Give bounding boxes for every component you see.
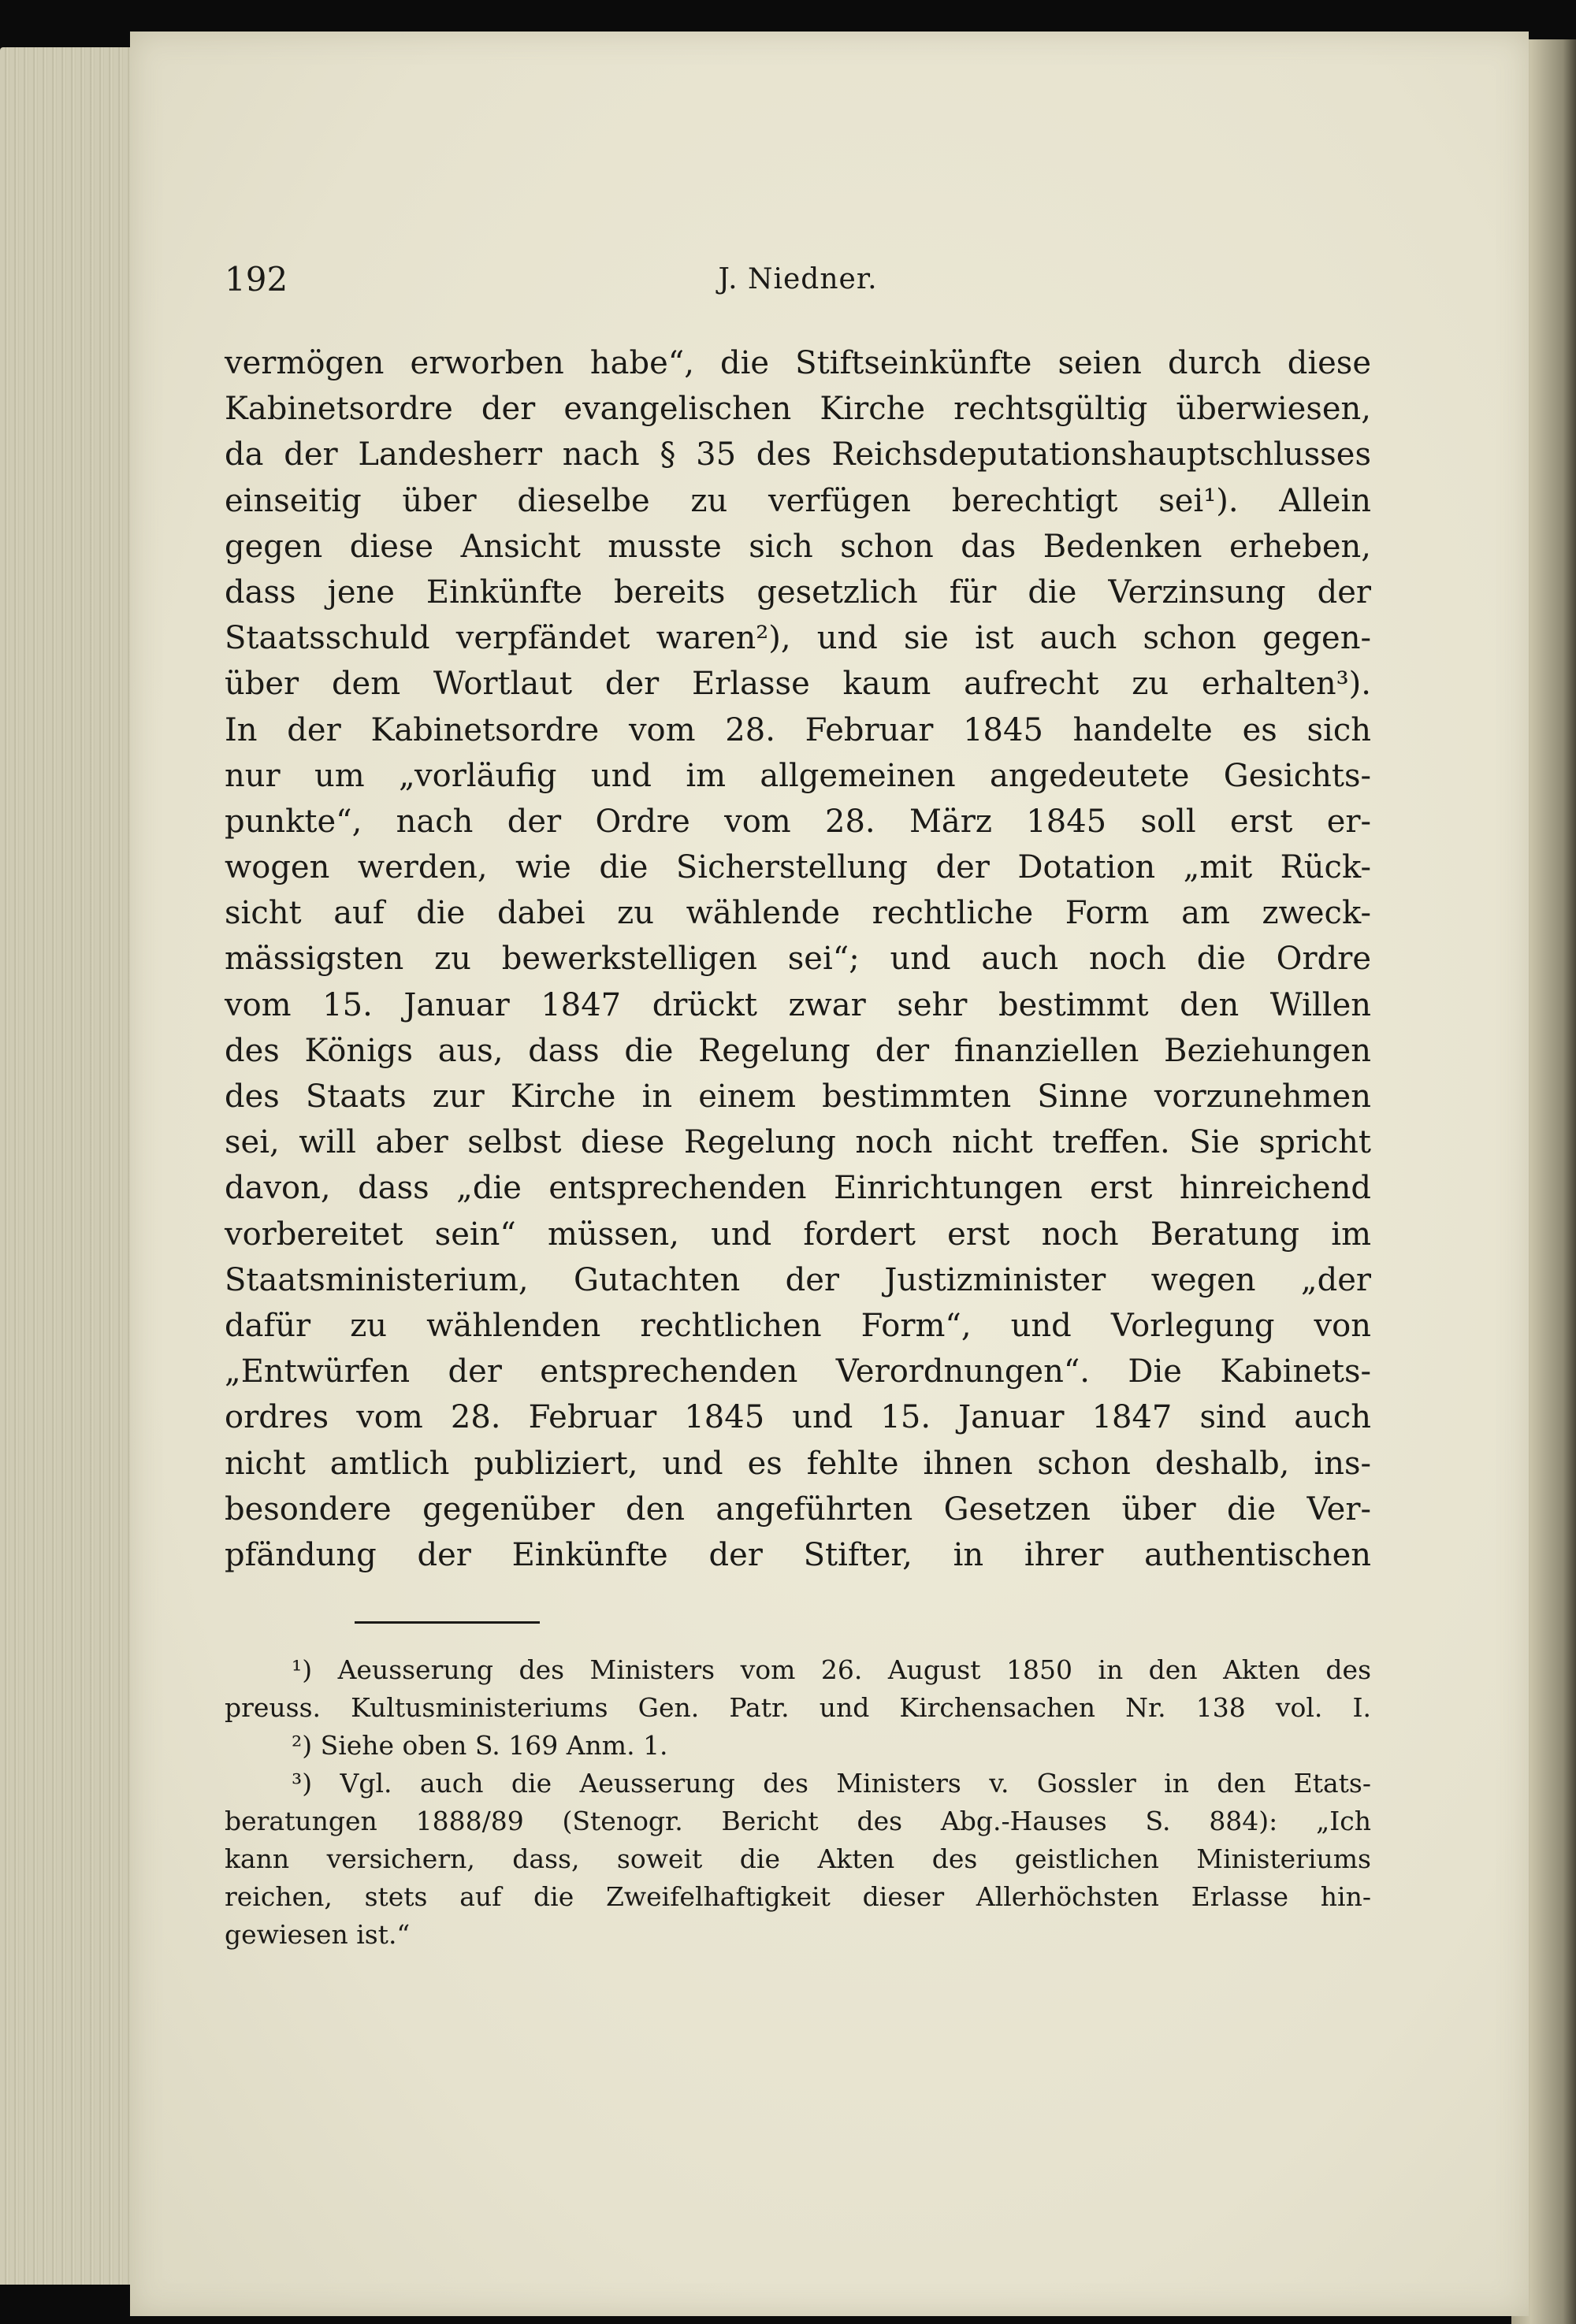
text-line: „Entwürfen der entsprechenden Verordnungen“. Die Kabinets- (225, 1353, 1371, 1390)
text-line: ordres vom 28. Februar 1845 und 15. Januar 1847 sind auch (225, 1399, 1371, 1436)
running-head: J. Niedner. (718, 263, 878, 295)
footnote-line: ¹) Aeusserung des Ministers vom 26. August 1850 in den Akten des (292, 1654, 1371, 1685)
text-line: nur um „vorläufig und im allgemeinen angedeutete Gesichts- (225, 757, 1371, 794)
text-line: davon, dass „die entsprechenden Einrichtungen erst hinreichend (225, 1170, 1371, 1207)
footnotes (225, 1651, 1371, 1954)
text-line: pfändung der Einkünfte der Stifter, in ihrer authentischen (225, 1536, 1371, 1573)
text-line: da der Landesherr nach § 35 des Reichsdeputationshauptschlusses (225, 436, 1371, 473)
footnote-line: gewiesen ist.“ (225, 1919, 411, 1950)
text-line: über dem Wortlaut der Erlasse kaum aufrecht zu erhalten³). (225, 666, 1371, 703)
text-line: wogen werden, wie die Sicherstellung der Dotation „mit Rück- (225, 849, 1371, 886)
text-line: sicht auf die dabei zu wählende rechtliche Form am zweck- (225, 895, 1371, 932)
text-line: dass jene Einkünfte bereits gesetzlich für die Verzinsung der (225, 574, 1371, 611)
text-line: vorbereitet sein“ müssen, und fordert erst noch Beratung im (225, 1216, 1371, 1253)
text-line: vom 15. Januar 1847 drückt zwar sehr bestimmt den Willen (225, 986, 1371, 1023)
stacked-page-edges (0, 47, 134, 2285)
text-line: In der Kabinetsordre vom 28. Februar 1845 handelte es sich (225, 711, 1371, 748)
text-line: sei, will aber selbst diese Regelung noch nicht treffen. Sie spricht (225, 1124, 1371, 1161)
text-line: des Staats zur Kirche in einem bestimmten Sinne vorzunehmen (225, 1078, 1371, 1115)
footnote-line: ²) Siehe oben S. 169 Anm. 1. (292, 1730, 668, 1761)
text-line: besondere gegenüber den angeführten Gesetzen über die Ver- (225, 1491, 1371, 1528)
footnote-line: reichen, stets auf die Zweifelhaftigkeit dieser Allerhöchsten Erlasse hin- (225, 1881, 1371, 1912)
text-line: Staatsministerium, Gutachten der Justizminister wegen „der (225, 1261, 1371, 1298)
footnote-line: beratungen 1888/89 (Stenogr. Bericht des Abg.-Hauses S. 884): „Ich (225, 1806, 1371, 1836)
text-line: mässigsten zu bewerkstelligen sei“; und auch noch die Ordre (225, 941, 1371, 978)
footnote-line: kann versichern, dass, soweit die Akten des geistlichen Ministeriums (225, 1843, 1371, 1874)
footnote-line: ³) Vgl. auch die Aeusserung des Ministers v. Gossler in den Etats- (292, 1768, 1371, 1799)
text-line: punkte“, nach der Ordre vom 28. März 1845 soll erst er- (225, 803, 1371, 840)
text-line: dafür zu wählenden rechtlichen Form“, und Vorlegung von (225, 1307, 1371, 1344)
footnote-line: preuss. Kultusministeriums Gen. Patr. und Kirchensachen Nr. 138 vol. I. (225, 1692, 1371, 1723)
page-header (225, 260, 1371, 307)
text-line: nicht amtlich publiziert, und es fehlte ihnen schon deshalb, ins- (225, 1445, 1371, 1482)
text-line: Kabinetsordre der evangelischen Kirche rechtsgültig überwiesen, (225, 391, 1371, 428)
page-number: 192 (225, 260, 288, 299)
text-line: einseitig über dieselbe zu verfügen berechtigt sei¹). Allein (225, 482, 1371, 519)
text-line: des Königs aus, dass die Regelung der finanziellen Beziehungen (225, 1032, 1371, 1069)
text-line: gegen diese Ansicht musste sich schon das Bedenken erheben, (225, 528, 1371, 565)
text-line: Staatsschuld verpfändet waren²), und sie ist auch schon gegen- (225, 620, 1371, 657)
text-line: vermögen erworben habe“, die Stiftseinkünfte seien durch diese (225, 345, 1371, 381)
body-text (225, 340, 1371, 1578)
footnote-separator (355, 1621, 540, 1624)
